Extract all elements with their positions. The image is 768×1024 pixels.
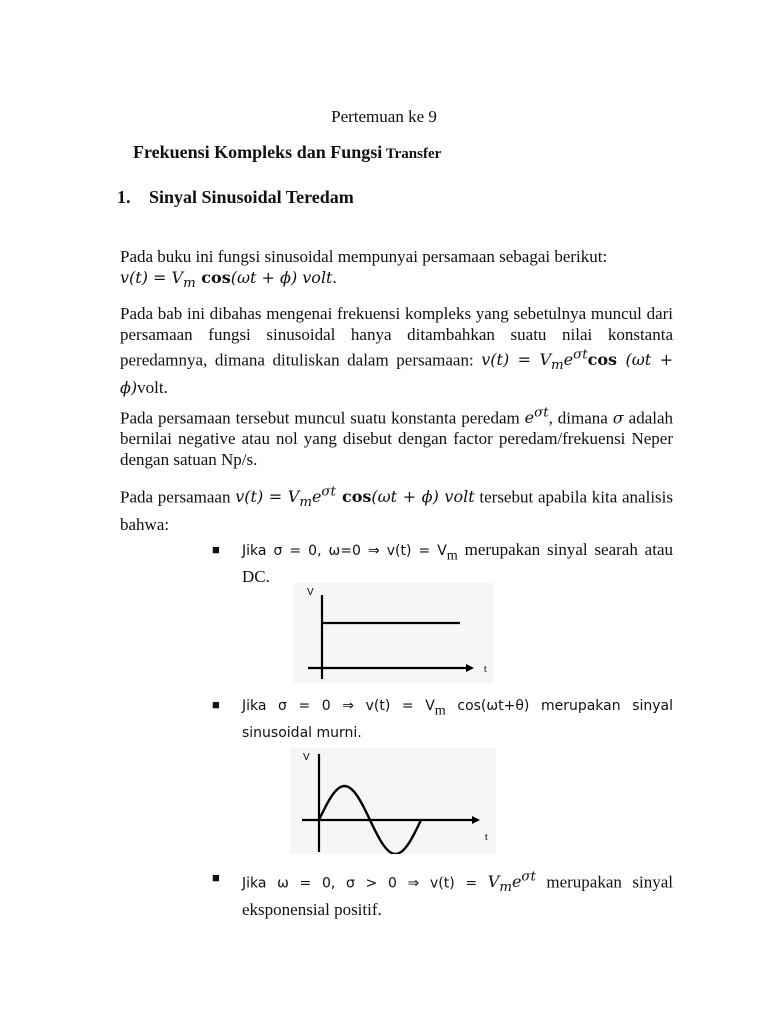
p3-equation: $e^{\sigma t}$ — [524, 406, 549, 428]
bullet-icon: ■ — [212, 542, 220, 557]
t-axis-label: t — [484, 664, 487, 674]
dc-signal-graph — [294, 583, 494, 683]
p1-equation: $v(t) = V_m$ cos(ωt + ϕ) volt — [120, 268, 333, 292]
title-main: Frekuensi Kompleks dan Fungsi — [133, 142, 383, 162]
section-heading — [117, 187, 354, 208]
list-item-3: Jika ω = 0, σ > 0 ⇒ $v(t) = V_me^{\sigma t}$ merupakan sinyal eksponensial positif. — [242, 870, 673, 919]
sinusoid-signal-graph — [290, 748, 496, 854]
p2-equation: $v(t) = V_me^{\sigma t}\cos$ (ωt + ϕ) — [120, 348, 673, 397]
paragraph-4: Pada persamaan $v(t) = V_me^{\sigma t}$ cos(ωt + ϕ) volt tersebut apabila kita analisis bahwa: — [120, 485, 674, 534]
paragraph-1: Pada buku ini fungsi sinusoidal mempunyai persamaan sebagai berikut: $v(t) = V_m$ cos(ωt + ϕ) volt. — [120, 247, 608, 292]
title-suffix: Transfer — [382, 146, 442, 162]
document-title — [133, 142, 441, 163]
t-axis-label: t — [485, 832, 488, 842]
section-title: Sinyal Sinusoidal Teredam — [149, 187, 354, 207]
v-axis-label: V — [307, 587, 314, 598]
paragraph-2: Pada bab ini dibahas mengenai frekuensi kompleks yang sebetulnya muncul dari persamaan fungsi sinusoidal hanya ditambahkan suatu nilai konstanta peredamnya, dimana dituliskan dalam persamaan: $v(t) = V_me^{\sigma t}\cos$ (ωt + ϕ)volt. — [120, 304, 673, 397]
p2-text: Pada bab ini dibahas mengenai frekuensi kompleks yang sebetulnya muncul dari persamaan fungsi sinusoidal hanya ditambahkan suatu nilai konstanta peredamnya, dimana dituliskan dalam persamaan: — [120, 304, 673, 370]
p1-text: Pada buku ini fungsi sinusoidal mempunyai persamaan sebagai berikut: — [120, 247, 608, 266]
bullet-icon: ■ — [212, 697, 220, 712]
paragraph-3: Pada persamaan tersebut muncul suatu konstanta peredam $e^{\sigma t}$, dimana σ adalah bernilai negative atau nol yang disebut dengan factor peredam/frekuensi Neper dengan satuan Np/s. — [120, 406, 674, 470]
list-item-2: Jika σ = 0 ⇒ $v(t) = V_m$ cos(ωt+θ) merupakan sinyal sinusoidal murni. — [242, 698, 674, 742]
p4-equation: $v(t) = V_me^{\sigma t}$ cos(ωt + ϕ) volt — [235, 485, 475, 511]
list-item-1: Jika σ = 0, ω=0 ⇒ $v(t) = V_m$ merupakan sinyal searah atau DC. — [242, 540, 674, 587]
meeting-number: Pertemuan ke 9 — [331, 107, 437, 126]
bullet-icon: ■ — [212, 870, 220, 885]
v-axis-label: V — [303, 752, 310, 763]
section-number: 1. — [117, 187, 131, 207]
